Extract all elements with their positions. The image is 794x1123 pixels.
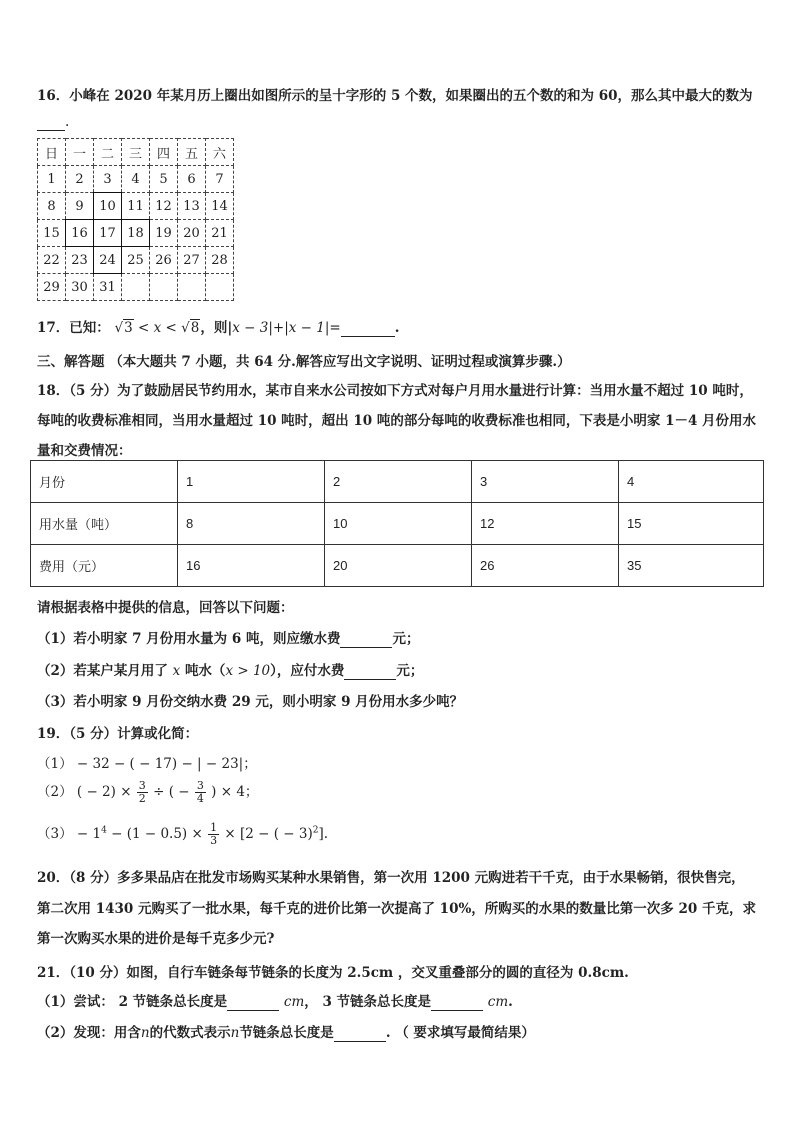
q18-sub2: （2）若某户某月用了 x 吨水（x > 10），应付水费 元； <box>37 663 424 679</box>
q20-line1: 20．（8 分）多多果品店在批发市场购买某种水果销售，第一次用 1200 元购进若干千克，由于水果畅销，很快售完， <box>37 870 745 886</box>
sqrt-value: 3 <box>124 320 133 336</box>
day-cell-circled: 16 <box>66 220 94 247</box>
table-cell: 月份 <box>31 461 178 503</box>
table-cell: 16 <box>178 545 325 587</box>
weekday-cell: 二 <box>94 139 122 166</box>
day-cell <box>178 274 206 301</box>
fraction: $\frac{3}{4}$ <box>196 779 204 805</box>
answer-blank[interactable] <box>334 1025 386 1042</box>
q18-sub3: （3）若小明家 9 月份交纳水费 29 元，则小明家 9 月份用水多少吨？ <box>37 694 464 710</box>
q18-line1: 18．（5 分）为了鼓励居民节约用水，某市自来水公司按如下方式对每户月用水量进行计算：当用水量不超过 10 吨时， <box>37 383 753 399</box>
day-cell: 11 <box>122 193 150 220</box>
fraction: $\frac{1}{3}$ <box>210 821 218 847</box>
answer-blank[interactable] <box>340 631 392 648</box>
q16-answer-line: . <box>37 114 69 131</box>
day-cell <box>206 274 234 301</box>
day-cell: 27 <box>178 247 206 274</box>
q18-line2: 每吨的收费标准相同，当用水量超过 10 吨时，超出 10 吨的部分每吨的收费标准也相同，下表是小明家 1－4 月份用水 <box>37 413 757 429</box>
day-cell: 6 <box>178 166 206 193</box>
day-cell: 5 <box>150 166 178 193</box>
table-cell: 15 <box>619 503 764 545</box>
table-row <box>31 503 764 545</box>
day-cell: 21 <box>206 220 234 247</box>
day-cell: 31 <box>94 274 122 301</box>
weekday-cell: 一 <box>66 139 94 166</box>
table-cell: 2 <box>325 461 472 503</box>
day-cell-circled: 10 <box>94 193 122 220</box>
q19-title: 19．（5 分）计算或化简： <box>37 726 199 742</box>
table-cell: 用水量（吨） <box>31 503 178 545</box>
day-cell: 28 <box>206 247 234 274</box>
day-cell: 15 <box>38 220 66 247</box>
day-cell: 26 <box>150 247 178 274</box>
table-cell: 10 <box>325 503 472 545</box>
calendar-header-row <box>38 139 234 166</box>
day-cell: 20 <box>178 220 206 247</box>
calendar-row <box>38 274 234 301</box>
q19-expr1: （1） − 32 − ( − 17) − | − 23|； <box>37 756 257 772</box>
q20-line3: 第一次购买水果的进价是每千克多少元? <box>37 931 275 947</box>
q19-expr3: $(3) - 1^4 - (1 - 0.5)$ × $\frac{1}{3}$ × [2 − ( − 3)$^2$]. <box>37 821 329 847</box>
table-cell: 12 <box>472 503 619 545</box>
day-cell: 29 <box>38 274 66 301</box>
table-cell: 1 <box>178 461 325 503</box>
table-cell: 20 <box>325 545 472 587</box>
day-cell: 17 <box>94 220 122 247</box>
day-cell: 8 <box>38 193 66 220</box>
calendar-grid <box>37 138 234 301</box>
table-row <box>31 545 764 587</box>
day-cell: 2 <box>66 166 94 193</box>
fraction: $\frac{3}{2}$ <box>138 779 146 805</box>
table-cell: 3 <box>472 461 619 503</box>
day-cell: 13 <box>178 193 206 220</box>
weekday-cell: 日 <box>38 139 66 166</box>
answer-blank[interactable] <box>431 994 483 1011</box>
q18-sub1: （1）若小明家 7 月份用水量为 6 吨，则应缴水费 元； <box>37 631 420 647</box>
day-cell: 30 <box>66 274 94 301</box>
water-fee-table <box>30 460 764 587</box>
table-cell: 4 <box>619 461 764 503</box>
q21-sub1: （1）尝试： 2 节链条总长度是 cm， 3 节链条总长度是 cm. <box>37 994 513 1010</box>
answer-blank[interactable] <box>341 320 395 337</box>
day-cell <box>122 274 150 301</box>
day-cell: 23 <box>66 247 94 274</box>
day-cell: 25 <box>122 247 150 274</box>
weekday-cell: 三 <box>122 139 150 166</box>
q21-sub2: （2）发现：用含n的代数式表示n节链条总长度是 . （ 要求填写最简结果） <box>37 1025 535 1041</box>
day-cell: 9 <box>66 193 94 220</box>
table-cell: 费用（元） <box>31 545 178 587</box>
calendar-row <box>38 193 234 220</box>
sqrt-value: 8 <box>190 320 200 336</box>
day-cell: 4 <box>122 166 150 193</box>
q18-line3: 量和交费情况： <box>37 443 132 459</box>
day-cell-circled: 24 <box>94 247 122 274</box>
day-cell: 7 <box>206 166 234 193</box>
table-row <box>31 461 764 503</box>
section-heading: 三、解答题 （本大题共 7 小题，共 64 分.解答应写出文字说明、证明过程或演算步骤.） <box>37 354 571 370</box>
q17-text: 17．已知： √3 < x < √8，则|x − 3|+|x − 1|= . <box>37 320 400 336</box>
answer-blank[interactable] <box>227 994 279 1011</box>
weekday-cell: 四 <box>150 139 178 166</box>
table-cell: 26 <box>472 545 619 587</box>
answer-blank[interactable] <box>37 114 65 131</box>
q16-text: 16．小峰在 2020 年某月历上圈出如图所示的呈十字形的 5 个数，如果圈出的五个数的和为 60，那么其中最大的数为 <box>37 88 753 104</box>
q20-line2: 第二次用 1430 元购买了一批水果，每千克的进价比第一次提高了 10%，所购买的水果的数量比第一次多 20 千克，求 <box>37 901 756 917</box>
calendar-row <box>38 247 234 274</box>
day-cell: 19 <box>150 220 178 247</box>
q19-expr2: （2） ( − 2) × $\frac{3}{2}$ ÷ ( − $\frac{3}{4}$ ) × 4； <box>37 779 259 805</box>
calendar-row <box>38 220 234 247</box>
q21-line1: 21．（10 分）如图，自行车链条每节链条的长度为 2.5cm ，交叉重叠部分的圆的直径为 0.8cm. <box>37 965 629 981</box>
day-cell: 14 <box>206 193 234 220</box>
calendar-row <box>38 166 234 193</box>
weekday-cell: 五 <box>178 139 206 166</box>
day-cell <box>150 274 178 301</box>
day-cell: 22 <box>38 247 66 274</box>
table-cell: 8 <box>178 503 325 545</box>
answer-blank[interactable] <box>344 663 396 680</box>
table-cell: 35 <box>619 545 764 587</box>
day-cell: 12 <box>150 193 178 220</box>
day-cell: 3 <box>94 166 122 193</box>
day-cell: 1 <box>38 166 66 193</box>
day-cell-circled: 18 <box>122 220 150 247</box>
q18-prompt: 请根据表格中提供的信息，回答以下问题： <box>37 600 294 616</box>
weekday-cell: 六 <box>206 139 234 166</box>
